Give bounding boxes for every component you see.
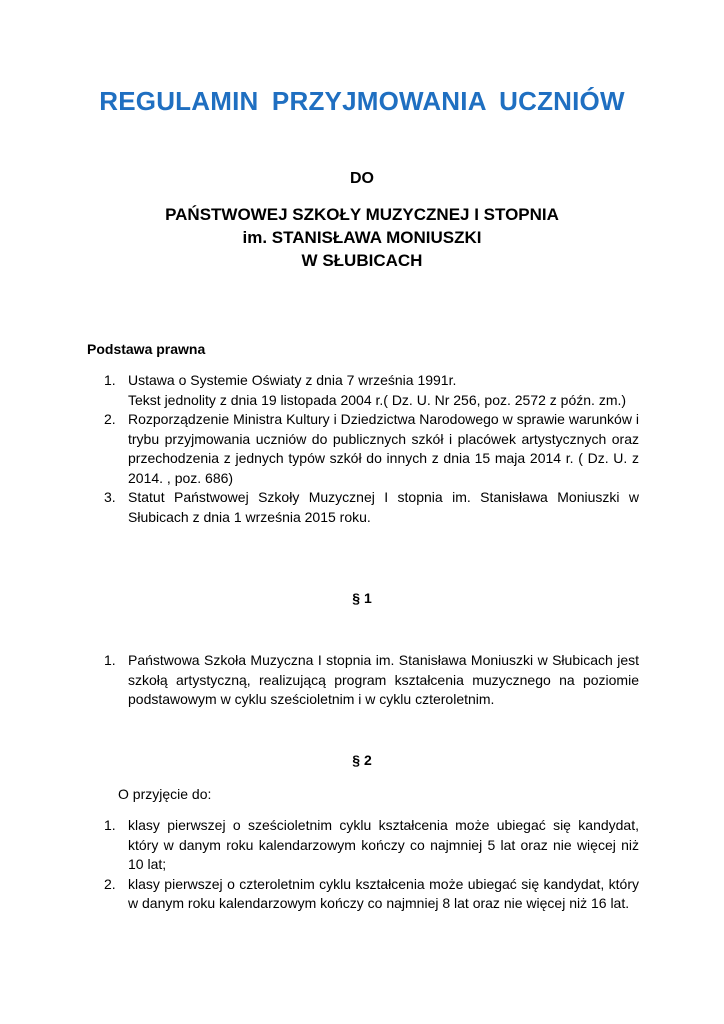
section-1-heading: § 1 bbox=[352, 590, 372, 606]
list-number: 1. bbox=[104, 817, 116, 833]
legal-basis-heading: Podstawa prawna bbox=[87, 341, 206, 357]
list-text-continued: Tekst jednolity z dnia 19 listopada 2004 r.( Dz. U. Nr 256, poz. 2572 z późn. zm.) bbox=[128, 391, 627, 408]
list-text: Rozporządzenie Ministra Kultury i Dziedzictwa Narodowego w sprawie warunków i trybu przyjmowania uczniów do publicznych szkół i placówek artystycznych oraz przechodzenia z jednych typów szkół do innych z dnia 15 maja 2014 r. ( Dz. U. z 2014. , poz. 686) bbox=[128, 411, 639, 486]
list-text: klasy pierwszej o czteroletnim cyklu kształcenia może ubiegać się kandydat, który w danym roku kalendarzowym kończy co najmniej 8 lat oraz nie więcej niż 16 lat. bbox=[128, 875, 639, 911]
section-2-heading: § 2 bbox=[352, 752, 372, 768]
list-number: 3. bbox=[104, 489, 116, 505]
section-2-intro: O przyjęcie do: bbox=[118, 786, 212, 802]
list-item bbox=[104, 875, 639, 914]
section-2-list bbox=[104, 816, 639, 914]
school-line-1: PAŃSTWOWEJ SZKOŁY MUZYCZNEJ I STOPNIA bbox=[165, 205, 559, 224]
list-text: Statut Państwowej Szkoły Muzycznej I stopnia im. Stanisława Moniuszki w Słubicach z dnia 1 września 2015 roku. bbox=[128, 489, 639, 525]
do-label: DO bbox=[350, 170, 374, 187]
legal-basis-list bbox=[104, 371, 639, 527]
list-number: 2. bbox=[104, 411, 116, 427]
document-title: REGULAMIN PRZYJMOWANIA UCZNIÓW bbox=[99, 86, 625, 116]
section-1-list bbox=[104, 651, 639, 710]
list-number: 1. bbox=[104, 652, 116, 668]
list-text: Ustawa o Systemie Oświaty z dnia 7 września 1991r. bbox=[128, 372, 457, 388]
list-item bbox=[104, 651, 639, 710]
list-item bbox=[104, 488, 639, 527]
list-item bbox=[104, 371, 639, 410]
list-text: Państwowa Szkoła Muzyczna I stopnia im. Stanisława Moniuszki w Słubicach jest szkołą artystyczną, realizującą program kształcenia muzycznego na poziomie podstawowym w cyklu sześcioletnim i w cyklu czteroletnim. bbox=[128, 652, 639, 707]
list-item bbox=[104, 410, 639, 488]
school-line-2: im. STANISŁAWA MONIUSZKI bbox=[242, 228, 482, 247]
list-number: 1. bbox=[104, 372, 116, 388]
list-item bbox=[104, 816, 639, 875]
list-number: 2. bbox=[104, 875, 116, 892]
school-line-3: W SŁUBICACH bbox=[301, 251, 423, 270]
list-text: klasy pierwszej o sześcioletnim cyklu kształcenia może ubiegać się kandydat, który w danym roku kalendarzowym kończy co najmniej 5 lat oraz nie więcej niż 10 lat; bbox=[128, 817, 639, 872]
